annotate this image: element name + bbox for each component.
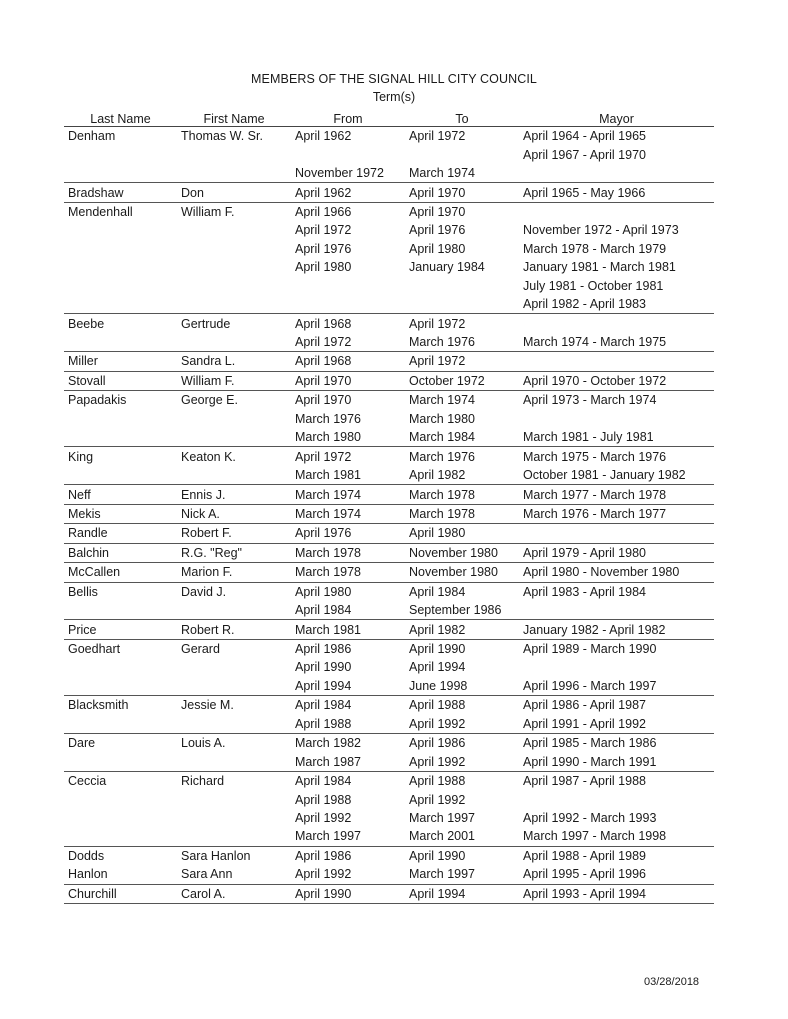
- table-row: [64, 639, 714, 658]
- term-to-cell: March 1976: [409, 449, 476, 464]
- term-to-cell: April 1988: [409, 698, 466, 713]
- first-name-cell: Marion F.: [177, 563, 291, 582]
- table-row: [64, 240, 714, 258]
- last-name-cell: Neff: [64, 485, 177, 504]
- mayor-term-cell: April 1973 - March 1974: [523, 393, 657, 408]
- last-name-cell: [64, 827, 177, 846]
- term-from-cell: March 1997: [291, 827, 405, 846]
- first-name-cell: [177, 277, 291, 295]
- first-name-cell: [177, 752, 291, 771]
- table-row: [64, 752, 714, 771]
- term-to-cell: June 1998: [405, 677, 519, 696]
- last-name-cell: Ceccia: [68, 774, 107, 789]
- term-from-cell: April 1972: [291, 333, 405, 352]
- first-name-cell: Jessie M.: [181, 698, 234, 713]
- term-from-cell: April 1970: [291, 371, 405, 390]
- last-name-cell: Price: [64, 620, 177, 639]
- mayor-term-cell: April 1996 - March 1997: [519, 677, 714, 696]
- table-row: [64, 466, 714, 485]
- table-row: [64, 734, 714, 753]
- term-to-cell: November 1980: [405, 543, 519, 562]
- term-to-cell: October 1972: [405, 371, 519, 390]
- first-name-cell: [177, 466, 291, 485]
- table-row: [64, 620, 714, 639]
- term-from-cell: April 1988: [291, 715, 405, 734]
- mayor-term-cell: April 1986 - April 1987: [523, 698, 646, 713]
- last-name-cell: Papadakis: [68, 393, 127, 408]
- first-name-cell: Sandra L.: [177, 352, 291, 371]
- term-to-cell: [405, 277, 519, 295]
- term-from-cell: April 1972: [295, 223, 352, 238]
- last-name-cell: Dare: [68, 736, 96, 751]
- mayor-term-cell: October 1981 - January 1982: [519, 466, 714, 485]
- term-from-cell: April 1990: [295, 660, 352, 675]
- table-row: [64, 884, 714, 903]
- mayor-term-cell: [519, 790, 714, 808]
- first-name-cell: [177, 677, 291, 696]
- last-name-cell: [64, 790, 177, 808]
- header-first-name: First Name: [177, 109, 291, 127]
- term-from-cell: [291, 277, 405, 295]
- term-to-cell: April 1986: [409, 736, 466, 751]
- first-name-cell: Robert R.: [177, 620, 291, 639]
- last-name-cell: Stovall: [64, 371, 177, 390]
- last-name-cell: Churchill: [64, 884, 177, 903]
- first-name-cell: Nick A.: [177, 504, 291, 523]
- mayor-term-cell: April 1964 - April 1965: [523, 129, 646, 144]
- term-to-cell: April 1970: [405, 183, 519, 202]
- header-last-name: Last Name: [64, 109, 177, 127]
- last-name-cell: [64, 715, 177, 734]
- last-name-cell: McCallen: [64, 563, 177, 582]
- term-to-cell: April 1992: [405, 715, 519, 734]
- mayor-term-cell: November 1972 - April 1973: [523, 223, 679, 238]
- mayor-term-cell: March 1975 - March 1976: [523, 449, 667, 464]
- header-to: To: [405, 109, 519, 127]
- last-name-cell: [64, 295, 177, 314]
- mayor-term-cell: April 1992 - March 1993: [523, 810, 657, 825]
- first-name-cell: [177, 240, 291, 258]
- table-row: [64, 582, 714, 601]
- table-row: [64, 715, 714, 734]
- mayor-term-cell: April 1970 - October 1972: [519, 371, 714, 390]
- table-row: [64, 202, 714, 221]
- first-name-cell: [177, 221, 291, 239]
- term-from-cell: March 1974: [291, 485, 405, 504]
- last-name-cell: [64, 240, 177, 258]
- last-name-cell: Mekis: [64, 504, 177, 523]
- last-name-cell: Hanlon: [64, 865, 177, 884]
- table-row: [64, 809, 714, 827]
- last-name-cell: [64, 277, 177, 295]
- last-name-cell: Dodds: [68, 848, 105, 863]
- last-name-cell: [64, 145, 177, 163]
- last-name-cell: [64, 809, 177, 827]
- table-row: [64, 865, 714, 884]
- term-from-cell: April 1976: [295, 241, 352, 256]
- table-row: [64, 391, 714, 410]
- table-row: [64, 771, 714, 790]
- mayor-term-cell: April 1980 - November 1980: [519, 563, 714, 582]
- last-name-cell: [64, 601, 177, 620]
- term-to-cell: [405, 145, 519, 163]
- term-from-cell: April 1984: [295, 774, 352, 789]
- header-from: From: [291, 109, 405, 127]
- term-from-cell: April 1962: [295, 129, 352, 144]
- term-to-cell: April 1984: [409, 584, 466, 599]
- table-row: [64, 790, 714, 808]
- last-name-cell: [64, 428, 177, 447]
- last-name-cell: Balchin: [64, 543, 177, 562]
- term-to-cell: April 1994: [405, 884, 519, 903]
- mayor-term-cell: [519, 202, 714, 221]
- term-to-cell: [405, 295, 519, 314]
- term-from-cell: April 1970: [295, 393, 352, 408]
- term-from-cell: April 1994: [291, 677, 405, 696]
- term-to-cell: January 1984: [409, 260, 485, 275]
- first-name-cell: Richard: [181, 774, 225, 789]
- mayor-term-cell: March 1976 - March 1977: [519, 504, 714, 523]
- mayor-term-cell: [519, 524, 714, 543]
- last-name-cell: Randle: [64, 524, 177, 543]
- term-from-cell: [291, 145, 405, 163]
- last-name-cell: Denham: [68, 129, 116, 144]
- table-row: [64, 333, 714, 352]
- mayor-term-cell: April 1991 - April 1992: [519, 715, 714, 734]
- table-row: [64, 371, 714, 390]
- term-to-cell: November 1980: [405, 563, 519, 582]
- term-to-cell: April 1976: [409, 223, 466, 238]
- term-from-cell: April 1962: [291, 183, 405, 202]
- first-name-cell: [177, 164, 291, 183]
- table-body: [64, 127, 714, 904]
- mayor-term-cell: [519, 352, 714, 371]
- last-name-cell: Blacksmith: [68, 698, 129, 713]
- term-to-cell: April 1980: [405, 524, 519, 543]
- term-from-cell: April 1968: [295, 316, 352, 331]
- term-from-cell: April 1992: [295, 810, 352, 825]
- header-mayor: Mayor: [519, 109, 714, 127]
- first-name-cell: [177, 410, 291, 428]
- term-to-cell: April 1982: [405, 466, 519, 485]
- mayor-term-cell: April 1982 - April 1983: [519, 295, 714, 314]
- table-row: [64, 601, 714, 620]
- term-from-cell: April 1990: [291, 884, 405, 903]
- term-from-cell: April 1988: [295, 792, 352, 807]
- table-row: [64, 504, 714, 523]
- first-name-cell: William F.: [181, 204, 235, 219]
- mayor-term-cell: April 1967 - April 1970: [523, 147, 646, 162]
- mayor-term-cell: [519, 314, 714, 333]
- term-to-cell: March 1997: [405, 865, 519, 884]
- first-name-cell: [177, 809, 291, 827]
- first-name-cell: William F.: [177, 371, 291, 390]
- first-name-cell: David J.: [181, 584, 227, 599]
- term-from-cell: April 1968: [291, 352, 405, 371]
- table-row: [64, 164, 714, 183]
- term-to-cell: April 1970: [409, 204, 466, 219]
- mayor-term-cell: April 1989 - March 1990: [523, 642, 657, 657]
- term-to-cell: April 1980: [409, 241, 466, 256]
- mayor-term-cell: January 1982 - April 1982: [519, 620, 714, 639]
- term-to-cell: April 1992: [405, 752, 519, 771]
- first-name-cell: [177, 601, 291, 620]
- mayor-term-cell: [519, 601, 714, 620]
- last-name-cell: Goedhart: [68, 642, 121, 657]
- term-from-cell: April 1976: [291, 524, 405, 543]
- term-from-cell: [291, 295, 405, 314]
- last-name-cell: [64, 258, 177, 276]
- last-name-cell: King: [68, 449, 94, 464]
- term-to-cell: March 1980: [409, 411, 476, 426]
- last-name-cell: Bradshaw: [64, 183, 177, 202]
- term-from-cell: November 1972: [291, 164, 405, 183]
- term-to-cell: April 1972: [409, 129, 466, 144]
- mayor-term-cell: April 1987 - April 1988: [523, 774, 646, 789]
- first-name-cell: Carol A.: [177, 884, 291, 903]
- term-to-cell: April 1982: [405, 620, 519, 639]
- table-row: [64, 410, 714, 428]
- mayor-term-cell: April 1985 - March 1986: [523, 736, 657, 751]
- term-to-cell: April 1972: [405, 352, 519, 371]
- table-row: [64, 677, 714, 696]
- first-name-cell: [177, 715, 291, 734]
- table-row: [64, 524, 714, 543]
- first-name-cell: Sara Hanlon: [181, 848, 251, 863]
- term-to-cell: September 1986: [405, 601, 519, 620]
- table-row: [64, 447, 714, 466]
- last-name-cell: [64, 221, 177, 239]
- table-row: [64, 485, 714, 504]
- term-from-cell: March 1980: [291, 428, 405, 447]
- document-title: MEMBERS OF THE SIGNAL HILL CITY COUNCIL: [251, 72, 537, 86]
- term-from-cell: March 1978: [291, 543, 405, 562]
- term-from-cell: April 1984: [291, 601, 405, 620]
- last-name-cell: [64, 410, 177, 428]
- first-name-cell: Thomas W. Sr.: [181, 129, 263, 144]
- table-row: [64, 258, 714, 276]
- mayor-term-cell: April 1979 - April 1980: [519, 543, 714, 562]
- table-row: [64, 145, 714, 163]
- mayor-term-cell: March 1974 - March 1975: [519, 333, 714, 352]
- last-name-cell: [64, 752, 177, 771]
- term-from-cell: April 1986: [295, 848, 352, 863]
- table-row: [64, 428, 714, 447]
- last-name-cell: [64, 658, 177, 676]
- mayor-term-cell: January 1981 - March 1981: [523, 260, 676, 275]
- first-name-cell: Sara Ann: [177, 865, 291, 884]
- mayor-term-cell: March 1977 - March 1978: [519, 485, 714, 504]
- mayor-term-cell: April 1990 - March 1991: [519, 752, 714, 771]
- mayor-term-cell: [519, 410, 714, 428]
- first-name-cell: [177, 790, 291, 808]
- first-name-cell: [177, 658, 291, 676]
- term-to-cell: March 1984: [405, 428, 519, 447]
- term-to-cell: March 1997: [409, 810, 476, 825]
- table-row: [64, 543, 714, 562]
- table-row: [64, 846, 714, 865]
- term-to-cell: April 1990: [409, 848, 466, 863]
- first-name-cell: Don: [177, 183, 291, 202]
- term-from-cell: March 1982: [295, 736, 362, 751]
- term-from-cell: March 1981: [291, 620, 405, 639]
- table-row: [64, 563, 714, 582]
- term-from-cell: March 1974: [291, 504, 405, 523]
- term-to-cell: March 1974: [409, 393, 476, 408]
- table-row: [64, 658, 714, 676]
- document-subtitle: Term(s): [372, 90, 416, 104]
- mayor-term-cell: [519, 164, 714, 183]
- last-name-cell: Beebe: [68, 316, 105, 331]
- first-name-cell: Robert F.: [177, 524, 291, 543]
- first-name-cell: [177, 145, 291, 163]
- first-name-cell: [177, 258, 291, 276]
- first-name-cell: George E.: [181, 393, 238, 408]
- last-name-cell: [64, 333, 177, 352]
- first-name-cell: Gertrude: [181, 316, 231, 331]
- mayor-term-cell: April 1988 - April 1989: [523, 848, 646, 863]
- mayor-term-cell: [519, 658, 714, 676]
- term-from-cell: March 1978: [291, 563, 405, 582]
- table-row: [64, 183, 714, 202]
- last-name-cell: Miller: [64, 352, 177, 371]
- table-header-row: [64, 109, 714, 127]
- mayor-term-cell: March 1997 - March 1998: [519, 827, 714, 846]
- term-from-cell: April 1980: [295, 260, 352, 275]
- table-row: [64, 314, 714, 333]
- mayor-term-cell: April 1995 - April 1996: [519, 865, 714, 884]
- first-name-cell: [177, 428, 291, 447]
- last-name-cell: [64, 677, 177, 696]
- first-name-cell: [177, 333, 291, 352]
- table-row: [64, 221, 714, 239]
- last-name-cell: Mendenhall: [68, 204, 133, 219]
- table-row: [64, 295, 714, 314]
- mayor-term-cell: July 1981 - October 1981: [523, 278, 664, 293]
- term-to-cell: March 1978: [405, 485, 519, 504]
- term-from-cell: April 1980: [295, 584, 352, 599]
- table-row: [64, 827, 714, 846]
- mayor-term-cell: March 1981 - July 1981: [519, 428, 714, 447]
- term-to-cell: March 2001: [405, 827, 519, 846]
- term-from-cell: April 1984: [295, 698, 352, 713]
- term-to-cell: March 1974: [405, 164, 519, 183]
- council-members-table: [64, 109, 714, 904]
- table-row: [64, 352, 714, 371]
- term-to-cell: April 1972: [409, 316, 466, 331]
- first-name-cell: [177, 827, 291, 846]
- last-name-cell: [64, 466, 177, 485]
- first-name-cell: Gerard: [181, 642, 220, 657]
- mayor-term-cell: April 1993 - April 1994: [519, 884, 714, 903]
- term-to-cell: March 1976: [405, 333, 519, 352]
- mayor-term-cell: April 1983 - April 1984: [523, 584, 646, 599]
- term-to-cell: April 1988: [409, 774, 466, 789]
- table-row: [64, 696, 714, 715]
- term-to-cell: March 1978: [405, 504, 519, 523]
- mayor-term-cell: March 1978 - March 1979: [523, 241, 667, 256]
- term-from-cell: March 1987: [291, 752, 405, 771]
- term-from-cell: March 1981: [291, 466, 405, 485]
- first-name-cell: [177, 295, 291, 314]
- last-name-cell: Bellis: [68, 584, 98, 599]
- term-from-cell: March 1976: [295, 411, 362, 426]
- first-name-cell: Louis A.: [181, 736, 226, 751]
- term-from-cell: April 1966: [295, 204, 352, 219]
- last-name-cell: [64, 164, 177, 183]
- term-to-cell: April 1990: [409, 642, 466, 657]
- footer-date: 03/28/2018: [644, 976, 700, 988]
- term-from-cell: April 1972: [295, 449, 352, 464]
- mayor-term-cell: April 1965 - May 1966: [519, 183, 714, 202]
- table-row: [64, 127, 714, 146]
- term-to-cell: April 1992: [409, 792, 466, 807]
- first-name-cell: R.G. "Reg": [177, 543, 291, 562]
- first-name-cell: Ennis J.: [177, 485, 291, 504]
- table-row: [64, 277, 714, 295]
- term-from-cell: April 1992: [291, 865, 405, 884]
- first-name-cell: Keaton K.: [181, 449, 236, 464]
- term-from-cell: April 1986: [295, 642, 352, 657]
- term-to-cell: April 1994: [409, 660, 466, 675]
